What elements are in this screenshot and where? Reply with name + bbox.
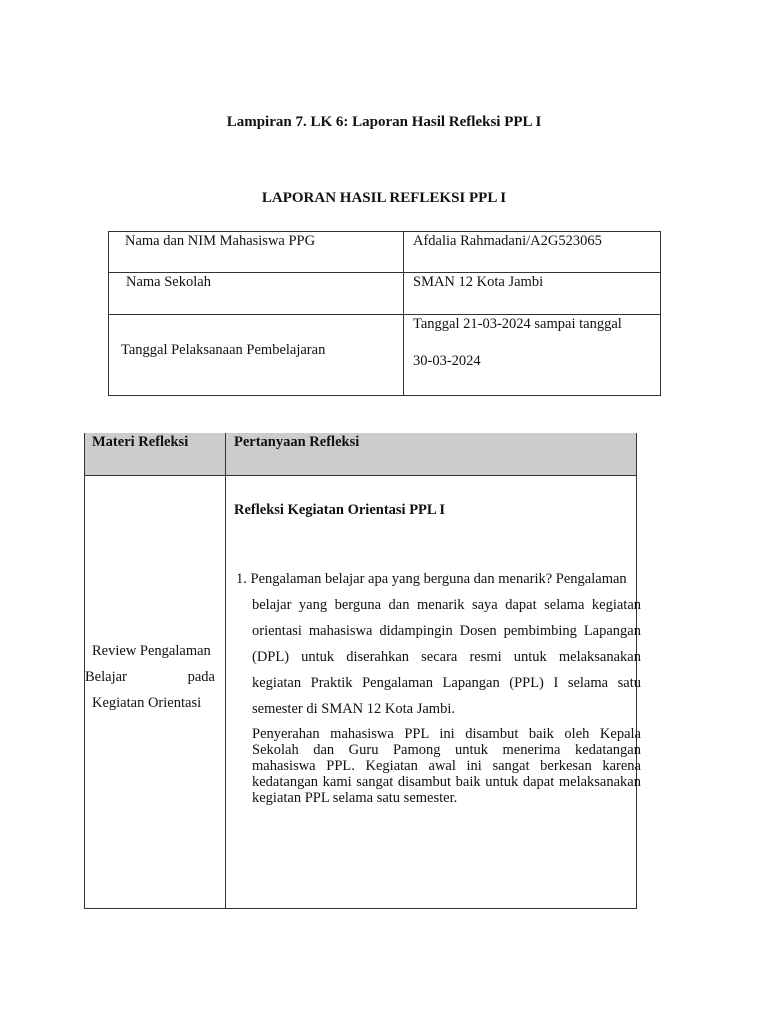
- report-title: LAPORAN HASIL REFLEKSI PPL I: [261, 190, 507, 206]
- date-value-cell: [404, 314, 661, 396]
- table-row: [109, 232, 661, 273]
- section-title: Refleksi Kegiatan Orientasi PPL I: [234, 502, 446, 518]
- date-value-line1: Tanggal 21-03-2024 sampai tanggal: [413, 315, 622, 332]
- answer-paragraph: Penyerahan mahasiswa PPL ini disambut baik oleh Kepala Sekolah dan Guru Pamong untuk menerima kedatangan mahasiswa PPL. Kegiatan awal ini sangat berkesan karena kedatangan kami sangat disambut baik untuk dapat melaksanakan kegiatan PPL selama satu semester.: [252, 726, 641, 806]
- table-header-row: [85, 433, 637, 476]
- header-material: Materi Refleksi: [85, 433, 226, 476]
- table-row: [85, 476, 637, 909]
- name-label: Nama dan NIM Mahasiswa PPG: [125, 233, 316, 249]
- question-first-line: 1. Pengalaman belajar apa yang berguna dan menarik? Pengalaman: [236, 571, 627, 587]
- appendix-title: Lampiran 7. LK 6: Laporan Hasil Refleksi PPL I: [226, 114, 542, 130]
- identity-table: [108, 231, 661, 396]
- question-cell: [226, 476, 641, 909]
- question-item: [236, 566, 641, 722]
- name-value-cell: [404, 232, 661, 273]
- material-line: Kegiatan Orientasi: [92, 695, 202, 711]
- name-value: Afdalia Rahmadani/A2G523065: [413, 233, 602, 249]
- question-answer: belajar yang berguna dan menarik saya dapat selama kegiatan orientasi mahasiswa didampingin Dosen pembimbing Lapangan (DPL) untuk diserahkan secara resmi untuk melaksanakan kegiatan Praktik Pengalaman Lapangan (PPL) I selama satu semester di SMAN 12 Kota Jambi.: [252, 597, 641, 717]
- school-value-cell: [404, 273, 661, 314]
- table-row: [109, 273, 661, 314]
- date-value-line2: 30-03-2024: [413, 352, 481, 369]
- date-label: Tanggal Pelaksanaan Pembelajaran: [121, 342, 326, 359]
- material-line: Review Pengalaman: [92, 643, 211, 659]
- school-label: Nama Sekolah: [126, 274, 211, 291]
- material-cell: [85, 476, 226, 909]
- material-text: [85, 638, 215, 716]
- table-row: [109, 314, 661, 396]
- reflection-table: [84, 433, 641, 909]
- school-label-cell: [109, 273, 404, 314]
- name-label-cell: [109, 232, 404, 273]
- header-question: Pertanyaan Refleksi: [226, 433, 637, 476]
- material-line: Belajar pada: [85, 669, 215, 685]
- date-label-cell: [109, 314, 404, 396]
- school-value: SMAN 12 Kota Jambi: [413, 274, 544, 291]
